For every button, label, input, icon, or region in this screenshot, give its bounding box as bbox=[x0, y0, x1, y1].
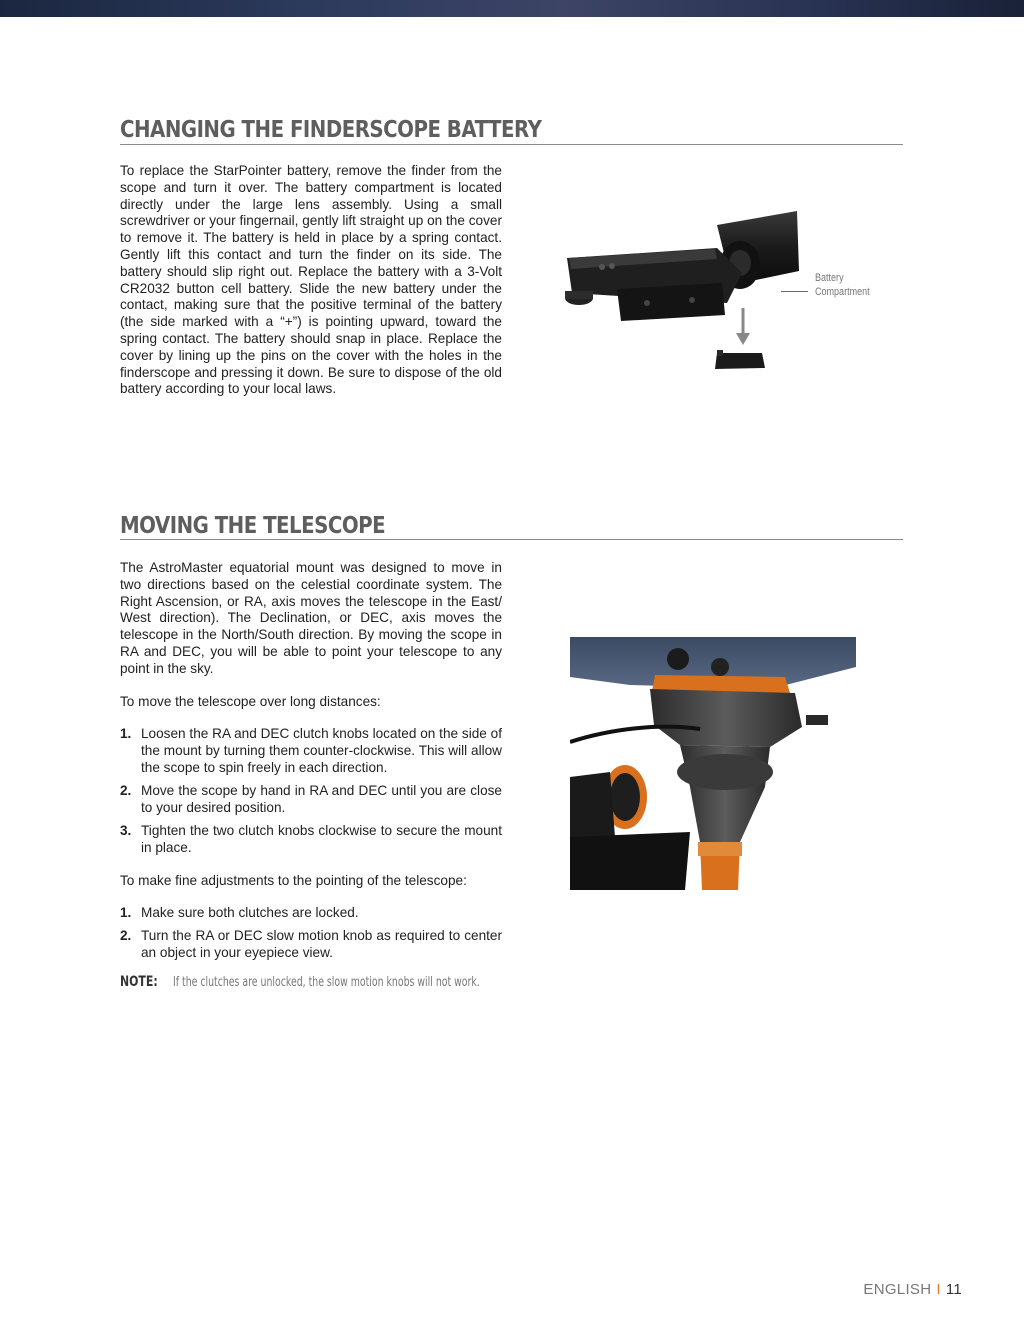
note-label: NOTE: bbox=[120, 974, 158, 990]
footer-separator: I bbox=[936, 1281, 941, 1298]
finderscope-battery-instructions: To replace the StarPointer battery, remove the finder from the scope and turn it over. The battery compartment is located directly under the large lens assembly. Using a small screwdriver or your fingernail, gently lift straight up on the cover to remove it. The battery is held in place by a spring contact. Gently lift this contact and turn the finder on its side. The battery should slip right out. Replace the battery with a 3-Volt CR2032 button cell battery. Slide the new battery under the contact, making sure that the positive terminal of the battery (the side marked with a “+”) is pointing upward, toward the spring contact. The battery should snap in place. Replace the cover by lining up the pins on the cover with the holes in the finderscope and pressing it down. Be sure to dispose of the old battery according to your local laws. bbox=[120, 163, 502, 397]
callout-leader-line bbox=[781, 291, 808, 292]
list-item bbox=[120, 783, 502, 817]
page-footer bbox=[863, 1281, 962, 1298]
page-number: 11 bbox=[945, 1281, 962, 1298]
footer-language: ENGLISH bbox=[863, 1281, 932, 1298]
header-band bbox=[0, 0, 1024, 17]
list-item bbox=[120, 726, 502, 776]
list-item bbox=[120, 823, 502, 857]
step-text: Move the scope by hand in RA and DEC until you are close to your desired position. bbox=[141, 782, 502, 815]
callout-label-line2: Compartment bbox=[815, 286, 870, 298]
long-distance-intro: To move the telescope over long distances: bbox=[120, 694, 381, 709]
battery-compartment-callout bbox=[815, 271, 870, 299]
callout-label-line1: Battery bbox=[815, 272, 844, 284]
mount-intro-paragraph: The AstroMaster equatorial mount was designed to move in two directions based on the celestial coordinate system. The Right Ascension, or RA, axis moves the telescope in the East/ West direction). The Declination, or DEC, axis moves the telescope in the North/South direction. By moving the scope in RA and DEC, you will be able to point your telescope to any point in the sky. bbox=[120, 560, 502, 676]
section-title-moving-telescope: MOVING THE TELESCOPE bbox=[120, 513, 386, 539]
section-divider bbox=[120, 144, 903, 145]
note-text: If the clutches are unlocked, the slow motion knobs will not work. bbox=[172, 975, 480, 990]
step-number: 2. bbox=[120, 782, 132, 798]
step-text: Tighten the two clutch knobs clockwise to secure the mount in place. bbox=[141, 822, 502, 855]
section-title-finderscope-battery: CHANGING THE FINDERSCOPE BATTERY bbox=[120, 117, 542, 143]
note bbox=[120, 974, 599, 990]
step-number: 1. bbox=[120, 905, 132, 920]
step-text: Loosen the RA and DEC clutch knobs located on the side of the mount by turning them counter-clockwise. This will allow the scope to spin freely in each direction. bbox=[141, 726, 502, 775]
step-text: Turn the RA or DEC slow motion knob as required to center an object in your eyepiece view. bbox=[141, 928, 502, 961]
fine-adjust-intro: To make fine adjustments to the pointing of the telescope: bbox=[120, 873, 467, 888]
fine-adjust-steps bbox=[120, 905, 502, 968]
list-item bbox=[120, 928, 502, 962]
long-distance-steps bbox=[120, 726, 502, 863]
step-text: Make sure both clutches are locked. bbox=[141, 905, 359, 920]
list-item bbox=[120, 905, 502, 922]
step-number: 1. bbox=[120, 726, 132, 741]
step-number: 2. bbox=[120, 928, 132, 944]
equatorial-mount-image bbox=[570, 637, 856, 890]
section-divider bbox=[120, 539, 903, 540]
step-number: 3. bbox=[120, 822, 132, 838]
finderscope-battery-image bbox=[557, 203, 807, 383]
